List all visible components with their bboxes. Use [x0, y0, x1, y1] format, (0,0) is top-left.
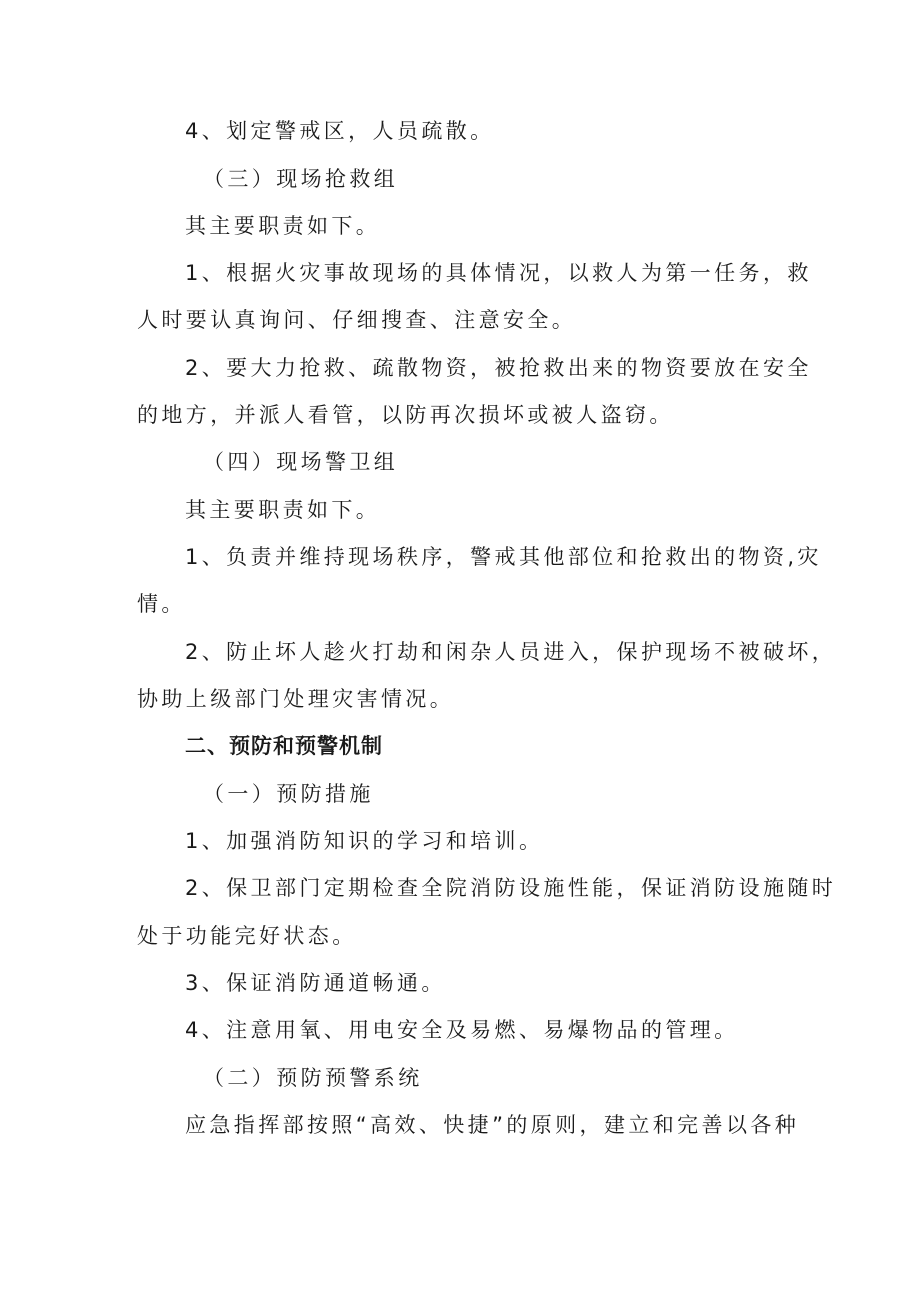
paragraph-guard-1-cont: 情。 — [137, 592, 186, 616]
section-heading-guard-team: （四）现场警卫组 — [203, 450, 399, 474]
paragraph-guard-1: 1、负责并维持现场秩序，警戒其他部位和抢救出的物资,灾 — [185, 545, 822, 569]
paragraph-duties-intro: 其主要职责如下。 — [185, 214, 381, 238]
section-heading-rescue-team: （三）现场抢救组 — [203, 167, 399, 191]
section-heading-warning-system: （二）预防预警系统 — [203, 1066, 423, 1090]
paragraph-prevention-3: 3、保证消防通道畅通。 — [185, 971, 446, 995]
paragraph-rescue-2: 2、要大力抢救、疏散物资，被抢救出来的物资要放在安全 — [185, 356, 812, 380]
paragraph-guard-2: 2、防止坏人趁火打劫和闲杂人员进入，保护现场不被破坏， — [185, 640, 837, 664]
paragraph-prevention-2-cont: 处于功能完好状态。 — [137, 924, 357, 948]
section-heading-prevention-warning: 二、预防和预警机制 — [185, 734, 383, 758]
paragraph-duties-intro-2: 其主要职责如下。 — [185, 498, 381, 522]
paragraph-prevention-2: 2、保卫部门定期检查全院消防设施性能，保证消防设施随时 — [185, 876, 837, 900]
paragraph-rescue-1-cont: 人时要认真询问、仔细搜查、注意安全。 — [137, 308, 577, 332]
list-item-4-evacuation: 4、划定警戒区，人员疏散。 — [185, 119, 495, 143]
paragraph-prevention-1: 1、加强消防知识的学习和培训。 — [185, 829, 544, 853]
paragraph-rescue-2-cont: 的地方，并派人看管，以防再次损坏或被人盗窃。 — [137, 403, 674, 427]
section-heading-prevention-measures: （一）预防措施 — [203, 782, 374, 806]
paragraph-guard-2-cont: 协助上级部门处理灾害情况。 — [137, 687, 455, 711]
paragraph-warning-system: 应急指挥部按照“高效、快捷”的原则，建立和完善以各种 — [185, 1113, 800, 1137]
paragraph-prevention-4: 4、注意用氧、用电安全及易燃、易爆物品的管理。 — [185, 1018, 739, 1042]
paragraph-rescue-1: 1、根据火灾事故现场的具体情况，以救人为第一任务，救 — [185, 261, 812, 285]
